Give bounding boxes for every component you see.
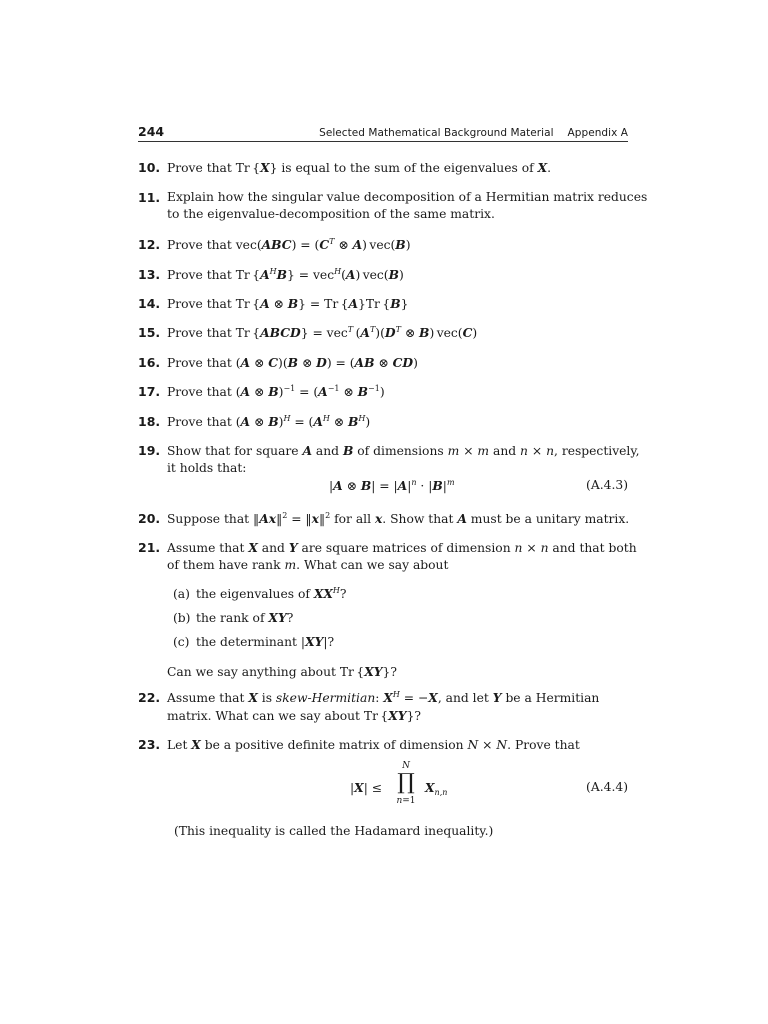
problem-text: Assume that X is skew-Hermitian: $X^H = -X$, and let Y be a Hermitian matrix. What can we say about Tr {XY}? xyxy=(167,690,600,723)
equation-number: (A.4.4) xyxy=(586,780,628,794)
problem-22 xyxy=(138,689,628,725)
problem-12 xyxy=(138,236,628,254)
problem-text: Prove that $vec(ABC) = (C^T$ ⊗ A) vec(B) xyxy=(167,237,411,252)
equation-a-4-3: |A ⊗ $B| = |A|^n \cdot |B|^m$ (A.4.3) xyxy=(329,478,628,493)
equation-a-4-4: |X| ≤ N ∏ n=1 $X_{n,n}$ (A.4.4) xyxy=(350,761,628,806)
problem-number: 13. xyxy=(138,267,161,282)
problem-number: 14. xyxy=(138,296,161,311)
problem-text: Prove that Tr $\{A^HB\} = vec^H(A)$ vec(B) xyxy=(167,267,404,282)
problem-16 xyxy=(138,354,628,372)
equation-number: (A.4.3) xyxy=(586,478,628,492)
problem-text: Prove that Tr {ABCD} = vec$^T$ $(A^T)(D^T$ ⊗ B) vec(C) xyxy=(167,325,478,340)
header-rule xyxy=(138,141,628,142)
problem-text: Let X be a positive definite matrix of dimension N × N. Prove that xyxy=(167,737,580,752)
hadamard-note: (This inequality is called the Hadamard inequality.) xyxy=(174,824,494,838)
problem-text: Explain how the singular value decomposition of a Hermitian matrix reduces to the eigenvalue-decomposition of the same matrix. xyxy=(167,190,648,221)
problem-text: Prove that Tr {X} is equal to the sum of the eigenvalues of X. xyxy=(167,160,552,175)
problem-17 xyxy=(138,383,628,401)
problem-number: 21. xyxy=(138,540,161,555)
problem-23 xyxy=(138,736,628,754)
follow-up-question: Can we say anything about Tr {XY}? xyxy=(167,664,397,679)
running-title xyxy=(319,127,628,139)
problem-text: Prove that Tr {A ⊗ B} = Tr {A}Tr {B} xyxy=(167,296,409,311)
page xyxy=(138,0,648,1024)
problem-text: Show that for square A and B of dimensions m × m and n × n, respectively, it holds that: |A ⊗ $B| = |A|^n \cdot |B|^m$ (A.4.3) xyxy=(167,442,628,497)
problem-20 xyxy=(138,510,628,528)
problem-15 xyxy=(138,324,628,342)
problem-13 xyxy=(138,266,628,284)
problem-number: 16. xyxy=(138,355,161,370)
problem-text: Assume that X and Y are square matrices of dimension n × n and that both of them have rank m. What can we say about (a) the eigenvalues of $XX^H$? (b) the rank of XY? (c) the determinant |XY|? Can we say anything about Tr {XY}? xyxy=(167,540,637,679)
problem-14 xyxy=(138,295,628,313)
sub-item-a: (a) the eigenvalues of $XX^H$? xyxy=(173,586,347,601)
page-number: 244 xyxy=(138,124,165,139)
problem-text: Suppose that ‖Ax‖$^2$ = ‖x‖$^2$ for all x. Show that A must be a unitary matrix. xyxy=(167,511,630,526)
problem-18 xyxy=(138,413,628,431)
problem-number: 15. xyxy=(138,325,161,340)
problem-number: 17. xyxy=(138,384,161,399)
problem-11 xyxy=(138,189,648,223)
problem-text: Prove that (A ⊗ C)(B ⊗ D) = (AB ⊗ CD) xyxy=(167,355,418,370)
problem-number: 20. xyxy=(138,511,161,526)
problem-number: 19. xyxy=(138,443,161,458)
problem-number: 10. xyxy=(138,160,161,175)
problem-text: Prove that (A ⊗ $B)^H = (A^H$ ⊗ $B^H$) xyxy=(167,414,371,429)
running-head xyxy=(138,124,628,139)
sub-item-b: (b) the rank of XY? xyxy=(173,610,294,625)
problem-10 xyxy=(138,159,628,177)
problem-number: 22. xyxy=(138,690,161,705)
appendix-label: Appendix A xyxy=(567,127,628,139)
sub-item-c: (c) the determinant |XY|? xyxy=(173,634,335,649)
problem-number: 12. xyxy=(138,237,161,252)
problem-number: 11. xyxy=(138,190,161,205)
problem-number: 18. xyxy=(138,414,161,429)
section-title: Selected Mathematical Background Material xyxy=(319,127,554,139)
problem-text: Prove that (A ⊗ $B)^{-1} = (A^{-1}$ ⊗ $B^{-1}$) xyxy=(167,384,385,399)
problem-19 xyxy=(138,442,640,497)
product-operator: N ∏ n=1 xyxy=(396,761,416,806)
problem-number: 23. xyxy=(138,737,161,752)
problem-21 xyxy=(138,539,637,681)
